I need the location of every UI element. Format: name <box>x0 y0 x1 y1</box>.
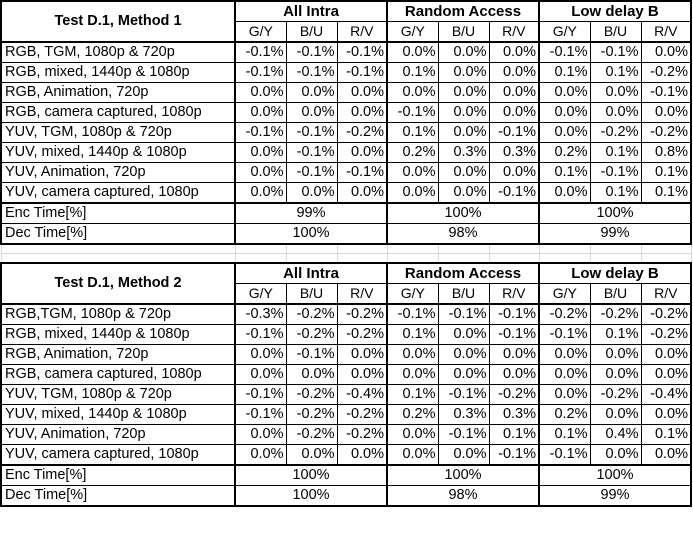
table-row <box>1 325 691 345</box>
value-cell[interactable]: 0.1% <box>539 163 590 183</box>
value-cell[interactable]: 0.0% <box>438 83 489 103</box>
value-cell[interactable]: 0.0% <box>235 345 286 365</box>
group-header[interactable]: Random Access <box>387 1 539 22</box>
dec-time-value[interactable]: 98% <box>387 486 539 507</box>
table-row <box>1 304 691 325</box>
value-cell[interactable]: 0.0% <box>641 445 691 466</box>
column-header[interactable]: R/V <box>641 284 691 305</box>
value-cell[interactable]: 0.1% <box>387 63 438 83</box>
dec-time-value[interactable]: 100% <box>235 224 387 245</box>
dec-time-row <box>1 486 691 507</box>
row-label[interactable]: YUV, TGM, 1080p & 720p <box>1 385 235 405</box>
value-cell[interactable]: 0.0% <box>387 425 438 445</box>
empty-cell[interactable] <box>590 244 641 254</box>
value-cell[interactable]: -0.2% <box>641 304 691 325</box>
value-cell[interactable]: 0.0% <box>590 405 641 425</box>
value-cell[interactable]: 0.0% <box>235 365 286 385</box>
column-header[interactable]: B/U <box>590 22 641 43</box>
table-row <box>1 103 691 123</box>
value-cell[interactable]: -0.1% <box>235 63 286 83</box>
empty-cell[interactable] <box>438 244 489 254</box>
value-cell[interactable]: 0.0% <box>387 83 438 103</box>
value-cell[interactable]: -0.2% <box>337 325 387 345</box>
table-row <box>1 365 691 385</box>
value-cell[interactable]: 0.0% <box>539 385 590 405</box>
value-cell[interactable]: -0.2% <box>590 123 641 143</box>
table-row <box>1 405 691 425</box>
value-cell[interactable]: 0.0% <box>235 425 286 445</box>
dec-time-row <box>1 224 691 245</box>
row-label[interactable]: RGB, mixed, 1440p & 1080p <box>1 63 235 83</box>
value-cell[interactable]: 0.0% <box>286 445 337 466</box>
value-cell[interactable]: 0.0% <box>337 345 387 365</box>
value-cell[interactable]: 0.0% <box>489 103 539 123</box>
row-label[interactable]: YUV, mixed, 1440p & 1080p <box>1 143 235 163</box>
value-cell[interactable]: -0.1% <box>235 325 286 345</box>
value-cell[interactable]: 0.3% <box>489 405 539 425</box>
value-cell[interactable]: 0.0% <box>590 365 641 385</box>
value-cell[interactable]: 0.0% <box>286 83 337 103</box>
value-cell[interactable]: 0.0% <box>438 445 489 466</box>
value-cell[interactable]: 0.0% <box>438 63 489 83</box>
value-cell[interactable]: 0.0% <box>438 123 489 143</box>
empty-cell[interactable] <box>286 254 337 264</box>
dec-time-label[interactable]: Dec Time[%] <box>1 486 235 507</box>
empty-cell[interactable] <box>387 254 438 264</box>
value-cell[interactable]: -0.4% <box>337 385 387 405</box>
value-cell[interactable]: -0.1% <box>286 63 337 83</box>
value-cell[interactable]: 0.2% <box>539 405 590 425</box>
value-cell[interactable]: 0.0% <box>539 183 590 204</box>
group-header[interactable]: All Intra <box>235 1 387 22</box>
value-cell[interactable]: 0.0% <box>337 365 387 385</box>
value-cell[interactable]: 0.0% <box>438 365 489 385</box>
row-label[interactable]: YUV, Animation, 720p <box>1 163 235 183</box>
value-cell[interactable]: 0.0% <box>539 123 590 143</box>
enc-time-value[interactable]: 100% <box>539 465 691 486</box>
value-cell[interactable]: -0.1% <box>489 445 539 466</box>
value-cell[interactable]: 0.0% <box>489 163 539 183</box>
row-label[interactable]: RGB, Animation, 720p <box>1 345 235 365</box>
column-header[interactable]: R/V <box>337 284 387 305</box>
value-cell[interactable]: -0.2% <box>539 304 590 325</box>
empty-cell[interactable] <box>1 244 235 254</box>
table-row <box>1 183 691 204</box>
value-cell[interactable]: -0.2% <box>641 123 691 143</box>
value-cell[interactable]: -0.2% <box>286 304 337 325</box>
empty-cell[interactable] <box>641 244 691 254</box>
table-row <box>1 143 691 163</box>
column-header[interactable]: B/U <box>438 22 489 43</box>
value-cell[interactable]: 0.2% <box>539 143 590 163</box>
enc-time-value[interactable]: 100% <box>387 203 539 224</box>
value-cell[interactable]: 0.0% <box>286 365 337 385</box>
value-cell[interactable]: 0.0% <box>489 63 539 83</box>
value-cell[interactable]: 0.0% <box>489 42 539 63</box>
value-cell[interactable]: 0.1% <box>641 183 691 204</box>
value-cell[interactable]: 0.1% <box>590 143 641 163</box>
value-cell[interactable]: 0.0% <box>337 103 387 123</box>
enc-time-label[interactable]: Enc Time[%] <box>1 203 235 224</box>
enc-time-value[interactable]: 99% <box>235 203 387 224</box>
empty-cell[interactable] <box>235 244 286 254</box>
value-cell[interactable]: 0.0% <box>641 103 691 123</box>
value-cell[interactable]: -0.4% <box>641 385 691 405</box>
value-cell[interactable]: -0.1% <box>438 304 489 325</box>
value-cell[interactable]: -0.2% <box>286 385 337 405</box>
dec-time-value[interactable]: 98% <box>387 224 539 245</box>
column-header[interactable]: G/Y <box>539 284 590 305</box>
group-header[interactable]: Low delay B <box>539 1 691 22</box>
empty-cell[interactable] <box>387 244 438 254</box>
value-cell[interactable]: 0.2% <box>387 143 438 163</box>
value-cell[interactable]: -0.1% <box>387 103 438 123</box>
empty-cell[interactable] <box>489 254 539 264</box>
value-cell[interactable]: -0.1% <box>438 385 489 405</box>
column-header[interactable]: R/V <box>641 22 691 43</box>
row-label[interactable]: YUV, mixed, 1440p & 1080p <box>1 405 235 425</box>
value-cell[interactable]: -0.2% <box>641 63 691 83</box>
value-cell[interactable]: 0.0% <box>337 143 387 163</box>
table-title[interactable]: Test D.1, Method 2 <box>1 263 235 304</box>
empty-cell[interactable] <box>286 244 337 254</box>
value-cell[interactable]: 0.3% <box>489 143 539 163</box>
value-cell[interactable]: 0.1% <box>489 425 539 445</box>
row-label[interactable]: RGB, mixed, 1440p & 1080p <box>1 325 235 345</box>
value-cell[interactable]: 0.0% <box>489 365 539 385</box>
table-row <box>1 345 691 365</box>
value-cell[interactable]: 0.0% <box>387 163 438 183</box>
table-header-row <box>1 263 691 284</box>
row-label[interactable]: YUV, TGM, 1080p & 720p <box>1 123 235 143</box>
enc-time-row <box>1 203 691 224</box>
enc-time-row <box>1 465 691 486</box>
sheet-body <box>1 1 691 506</box>
value-cell[interactable]: -0.1% <box>590 42 641 63</box>
dec-time-label[interactable]: Dec Time[%] <box>1 224 235 245</box>
value-cell[interactable]: 0.2% <box>387 405 438 425</box>
value-cell[interactable]: 0.0% <box>438 325 489 345</box>
group-header[interactable]: Low delay B <box>539 263 691 284</box>
column-header[interactable]: B/U <box>286 284 337 305</box>
column-header[interactable]: G/Y <box>387 22 438 43</box>
value-cell[interactable]: -0.1% <box>235 385 286 405</box>
value-cell[interactable]: 0.0% <box>641 345 691 365</box>
value-cell[interactable]: -0.3% <box>235 304 286 325</box>
empty-cell[interactable] <box>235 254 286 264</box>
table-row <box>1 123 691 143</box>
value-cell[interactable]: -0.1% <box>590 163 641 183</box>
value-cell[interactable]: 0.0% <box>438 345 489 365</box>
value-cell[interactable]: 0.8% <box>641 143 691 163</box>
empty-cell[interactable] <box>641 254 691 264</box>
column-header[interactable]: B/U <box>286 22 337 43</box>
column-header[interactable]: G/Y <box>539 22 590 43</box>
value-cell[interactable]: 0.1% <box>590 183 641 204</box>
value-cell[interactable]: 0.4% <box>590 425 641 445</box>
value-cell[interactable]: 0.3% <box>438 405 489 425</box>
table-row <box>1 425 691 445</box>
empty-cell[interactable] <box>438 254 489 264</box>
value-cell[interactable]: -0.1% <box>286 123 337 143</box>
value-cell[interactable]: -0.1% <box>489 325 539 345</box>
dec-time-value[interactable]: 99% <box>539 224 691 245</box>
value-cell[interactable]: 0.0% <box>337 83 387 103</box>
enc-time-value[interactable]: 100% <box>387 465 539 486</box>
value-cell[interactable]: 0.0% <box>235 163 286 183</box>
row-label[interactable]: YUV, Animation, 720p <box>1 425 235 445</box>
column-header[interactable]: B/U <box>590 284 641 305</box>
value-cell[interactable]: -0.1% <box>539 325 590 345</box>
column-header[interactable]: R/V <box>489 284 539 305</box>
column-header[interactable]: G/Y <box>387 284 438 305</box>
value-cell[interactable]: 0.0% <box>286 103 337 123</box>
row-label[interactable]: RGB, camera captured, 1080p <box>1 103 235 123</box>
value-cell[interactable]: 0.0% <box>539 83 590 103</box>
value-cell[interactable]: 0.0% <box>387 365 438 385</box>
value-cell[interactable]: 0.1% <box>539 63 590 83</box>
value-cell[interactable]: -0.1% <box>337 163 387 183</box>
table-row <box>1 83 691 103</box>
column-header[interactable]: R/V <box>337 22 387 43</box>
enc-time-value[interactable]: 100% <box>539 203 691 224</box>
empty-cell[interactable] <box>337 254 387 264</box>
value-cell[interactable]: 0.0% <box>235 445 286 466</box>
value-cell[interactable]: 0.0% <box>539 345 590 365</box>
value-cell[interactable]: 0.1% <box>641 163 691 183</box>
empty-cell[interactable] <box>337 244 387 254</box>
value-cell[interactable]: -0.2% <box>337 405 387 425</box>
table-row <box>1 42 691 63</box>
table-row <box>1 445 691 466</box>
value-cell[interactable]: 0.1% <box>387 385 438 405</box>
empty-cell[interactable] <box>539 254 590 264</box>
column-header[interactable]: R/V <box>489 22 539 43</box>
value-cell[interactable]: 0.0% <box>235 143 286 163</box>
value-cell[interactable]: -0.1% <box>337 42 387 63</box>
value-cell[interactable]: -0.1% <box>489 304 539 325</box>
value-cell[interactable]: 0.0% <box>438 163 489 183</box>
value-cell[interactable]: 0.0% <box>641 365 691 385</box>
value-cell[interactable]: 0.0% <box>438 183 489 204</box>
row-label[interactable]: RGB, Animation, 720p <box>1 83 235 103</box>
table-row <box>1 63 691 83</box>
table-row <box>1 385 691 405</box>
value-cell[interactable]: 0.0% <box>387 183 438 204</box>
empty-row <box>1 244 691 254</box>
value-cell[interactable]: 0.0% <box>337 445 387 466</box>
empty-cell[interactable] <box>489 244 539 254</box>
enc-time-label[interactable]: Enc Time[%] <box>1 465 235 486</box>
value-cell[interactable]: 0.0% <box>590 83 641 103</box>
value-cell[interactable]: 0.0% <box>641 42 691 63</box>
value-cell[interactable]: 0.0% <box>286 183 337 204</box>
value-cell[interactable]: -0.2% <box>337 304 387 325</box>
value-cell[interactable]: 0.1% <box>387 123 438 143</box>
value-cell[interactable]: 0.3% <box>438 143 489 163</box>
value-cell[interactable]: -0.1% <box>641 83 691 103</box>
row-label[interactable]: RGB, TGM, 1080p & 720p <box>1 42 235 63</box>
value-cell[interactable]: 0.0% <box>438 103 489 123</box>
value-cell[interactable]: 0.0% <box>438 42 489 63</box>
value-cell[interactable]: 0.1% <box>590 63 641 83</box>
dec-time-value[interactable]: 100% <box>235 486 387 507</box>
value-cell[interactable]: 0.0% <box>539 365 590 385</box>
value-cell[interactable]: -0.2% <box>590 304 641 325</box>
value-cell[interactable]: -0.2% <box>590 385 641 405</box>
value-cell[interactable]: 0.1% <box>590 325 641 345</box>
enc-time-value[interactable]: 100% <box>235 465 387 486</box>
value-cell[interactable]: 0.0% <box>539 103 590 123</box>
value-cell[interactable]: -0.1% <box>235 42 286 63</box>
column-header[interactable]: G/Y <box>235 284 286 305</box>
value-cell[interactable]: 0.0% <box>387 345 438 365</box>
value-cell[interactable]: 0.1% <box>539 425 590 445</box>
value-cell[interactable]: 0.0% <box>489 345 539 365</box>
value-cell[interactable]: 0.0% <box>590 345 641 365</box>
value-cell[interactable]: -0.1% <box>539 445 590 466</box>
value-cell[interactable]: 0.0% <box>590 445 641 466</box>
value-cell[interactable]: 0.1% <box>641 425 691 445</box>
value-cell[interactable]: 0.0% <box>235 103 286 123</box>
value-cell[interactable]: -0.2% <box>286 405 337 425</box>
value-cell[interactable]: -0.1% <box>286 345 337 365</box>
empty-cell[interactable] <box>1 254 235 264</box>
row-label[interactable]: RGB,TGM, 1080p & 720p <box>1 304 235 325</box>
value-cell[interactable]: -0.1% <box>337 63 387 83</box>
value-cell[interactable]: -0.1% <box>539 42 590 63</box>
value-cell[interactable]: -0.1% <box>235 405 286 425</box>
value-cell[interactable]: -0.1% <box>286 143 337 163</box>
value-cell[interactable]: 0.0% <box>489 83 539 103</box>
table-title[interactable]: Test D.1, Method 1 <box>1 1 235 42</box>
value-cell[interactable]: 0.0% <box>235 183 286 204</box>
value-cell[interactable]: 0.0% <box>387 445 438 466</box>
value-cell[interactable]: -0.2% <box>337 123 387 143</box>
table-header-row <box>1 1 691 22</box>
value-cell[interactable]: -0.1% <box>286 42 337 63</box>
empty-cell[interactable] <box>590 254 641 264</box>
group-header[interactable]: Random Access <box>387 263 539 284</box>
empty-cell[interactable] <box>539 244 590 254</box>
group-header[interactable]: All Intra <box>235 263 387 284</box>
value-cell[interactable]: -0.2% <box>337 425 387 445</box>
column-header[interactable]: B/U <box>438 284 489 305</box>
empty-row <box>1 254 691 264</box>
dec-time-value[interactable]: 99% <box>539 486 691 507</box>
value-cell[interactable]: -0.2% <box>641 325 691 345</box>
value-cell[interactable]: -0.1% <box>438 425 489 445</box>
row-label[interactable]: YUV, camera captured, 1080p <box>1 183 235 204</box>
value-cell[interactable]: -0.2% <box>489 385 539 405</box>
value-cell[interactable]: -0.1% <box>235 123 286 143</box>
value-cell[interactable]: -0.1% <box>489 123 539 143</box>
value-cell[interactable]: -0.1% <box>489 183 539 204</box>
value-cell[interactable]: -0.2% <box>286 425 337 445</box>
value-cell[interactable]: 0.0% <box>337 183 387 204</box>
table-row <box>1 163 691 183</box>
value-cell[interactable]: -0.2% <box>286 325 337 345</box>
value-cell[interactable]: 0.0% <box>641 405 691 425</box>
value-cell[interactable]: -0.1% <box>286 163 337 183</box>
column-header[interactable]: G/Y <box>235 22 286 43</box>
value-cell[interactable]: 0.1% <box>387 325 438 345</box>
row-label[interactable]: RGB, camera captured, 1080p <box>1 365 235 385</box>
value-cell[interactable]: -0.1% <box>387 304 438 325</box>
value-cell[interactable]: 0.0% <box>387 42 438 63</box>
row-label[interactable]: YUV, camera captured, 1080p <box>1 445 235 466</box>
value-cell[interactable]: 0.0% <box>235 83 286 103</box>
value-cell[interactable]: 0.0% <box>590 103 641 123</box>
